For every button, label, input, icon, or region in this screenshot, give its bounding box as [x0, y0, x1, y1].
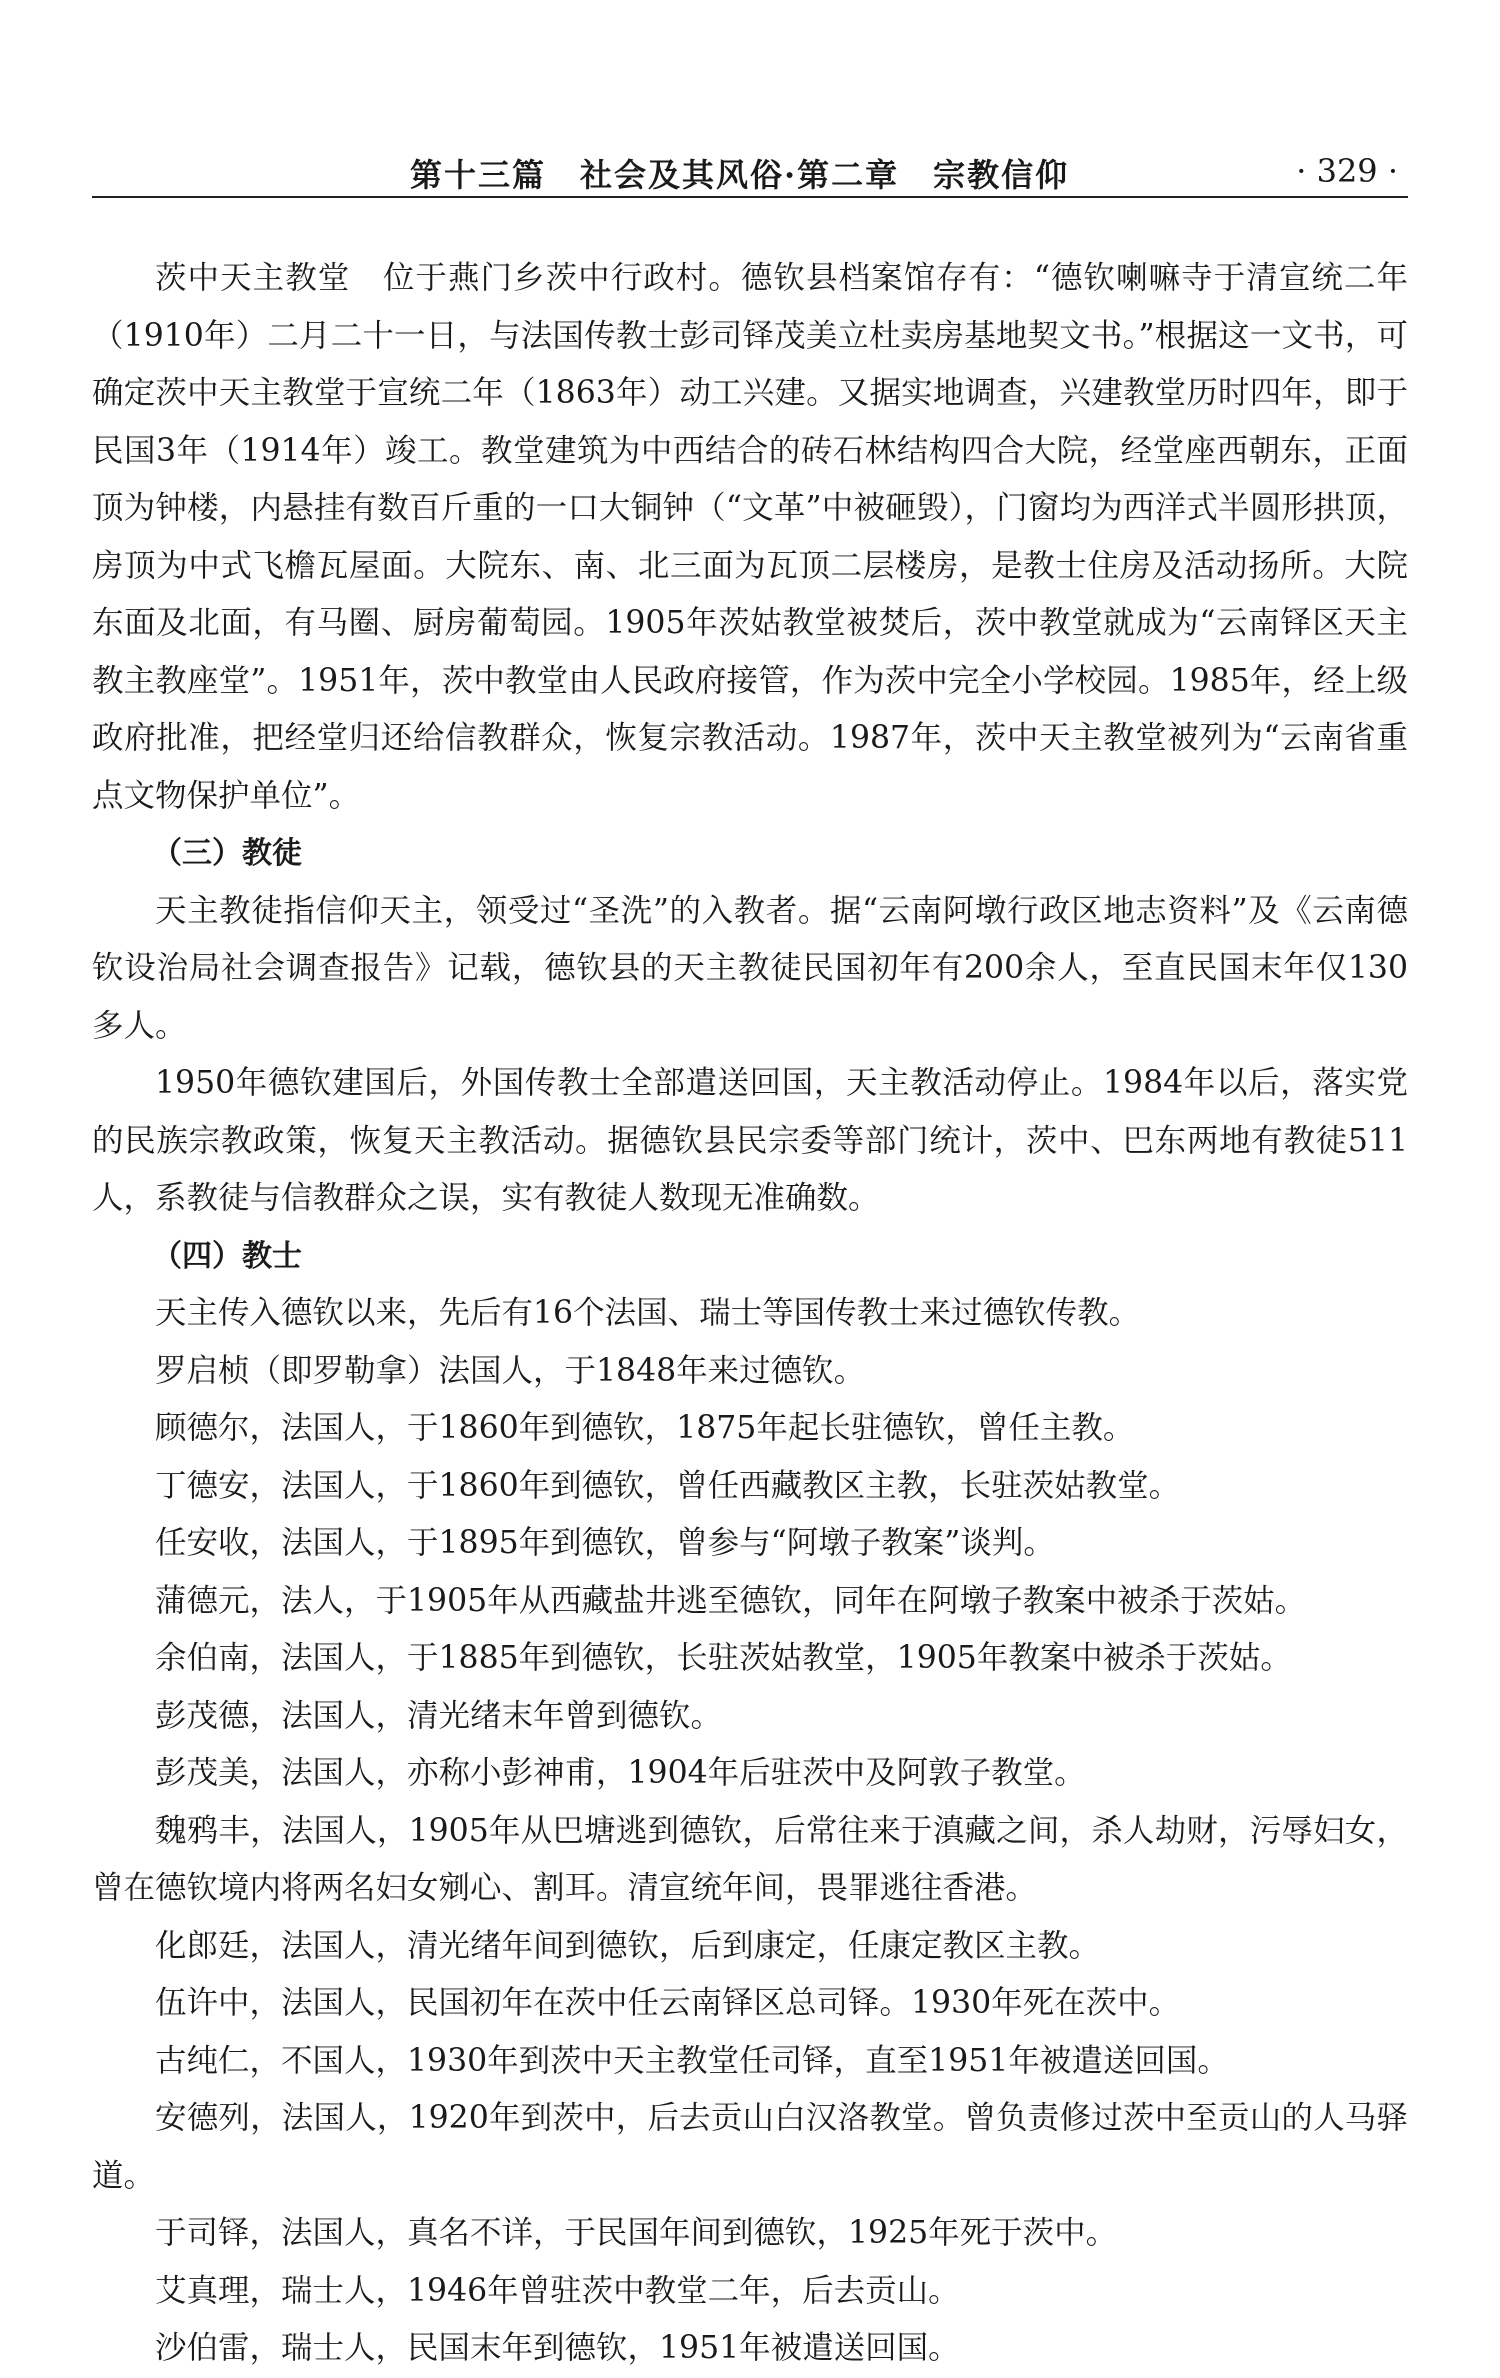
missionary-entry: 魏鸦丰，法国人，1905年从巴塘逃到德钦，后常往来于滇藏之间，杀人劫财，污辱妇女，曾在德钦境内将两名妇女剜心、割耳。清宣统年间，畏罪逃往香港。	[92, 1812, 1408, 1906]
missionary-entry: 余伯南，法国人，于1885年到德钦，长驻茨姑教堂，1905年教案中被杀于茨姑。	[155, 1640, 1292, 1676]
missionary-entry: 化郎廷，法国人，清光绪年间到德钦，后到康定，任康定教区主教。	[155, 1927, 1101, 1964]
page-number: · 329 ·	[1296, 152, 1398, 190]
paragraph: 天主教徒指信仰天主，领受过“圣洗”的入教者。据“云南阿墩行政区地志资料”及《云南德钦设治局社会调查报告》记载，德钦县的天主教徒民国初年有200余人，至直民国末年仅130多人。	[92, 892, 1408, 1044]
chapter-title: 第十三篇 社会及其风俗·第二章 宗教信仰	[410, 156, 1070, 194]
entry-title: 茨中天主教堂	[155, 260, 351, 296]
missionary-entry: 古纯仁，不国人，1930年到茨中天主教堂任司铎，直至1951年被遣送回国。	[155, 2042, 1229, 2079]
running-header	[92, 150, 1408, 198]
paragraph: 1950年德钦建国后，外国传教士全部遣送回国，天主教活动停止。1984年以后，落实党的民族宗教政策，恢复天主教活动。据德钦县民宗委等部门统计，茨中、巴东两地有教徒511人，系教徒与信教群众之误，实有教徒人数现无准确数。	[92, 1065, 1408, 1216]
section-heading: （四）教士	[152, 1238, 302, 1274]
missionary-entry: 顾德尔，法国人，于1860年到德钦，1875年起长驻德钦，曾任主教。	[155, 1410, 1135, 1446]
missionary-entry: 彭茂美，法国人，亦称小彭神甫，1904年后驻茨中及阿敦子教堂。	[155, 1755, 1086, 1791]
missionary-entry: 艾真理，瑞士人，1946年曾驻茨中教堂二年，后去贡山。	[155, 2272, 960, 2309]
entry-text: 位于燕门乡茨中行政村。德钦县档案馆存有：“德钦喇嘛寺于清宣统二年（1910年）二月二十一日，与法国传教士彭司铎茂美立杜卖房基地契文书。”根据这一文书，可确定茨中天主教堂于宣统二年（1863年）动工兴建。又据实地调查，兴建教堂历时四年，即于民国3年（1914年）竣工。教堂建筑为中西结合的砖石林结构四合大院，经堂座西朝东，正面顶为钟楼，内悬挂有数百斤重的一口大铜钟（“文革”中被砸毁），门窗均为西洋式半圆形拱顶，房顶为中式飞檐瓦屋面。大院东、南、北三面为瓦顶二层楼房，是教士住房及活动扬所。大院东面及北面，有马圈、厨房葡萄园。1905年茨姑教堂被焚后，茨中教堂就成为“云南铎区天主教主教座堂”。1951年，茨中教堂由人民政府接管，作为茨中完全小学校园。1985年，经上级政府批准，把经堂归还给信教群众，恢复宗教活动。1987年，茨中天主教堂被列为“云南省重点文物保护单位”。	[92, 260, 1408, 814]
missionary-entry: 天主传入德钦以来，先后有16个法国、瑞士等国传教士来过德钦传教。	[155, 1295, 1141, 1331]
body-text	[92, 250, 1408, 2378]
missionary-entry: 任安收，法国人，于1895年到德钦，曾参与“阿墩子教案”谈判。	[155, 1525, 1055, 1561]
missionary-entry: 伍许中，法国人，民国初年在茨中任云南铎区总司铎。1930年死在茨中。	[155, 1985, 1181, 2021]
missionary-entry: 安德列，法国人，1920年到茨中，后去贡山白汉洛教堂。曾负责修过茨中至贡山的人马驿道。	[92, 2100, 1408, 2194]
missionary-entry: 丁德安，法国人，于1860年到德钦，曾任西藏教区主教，长驻茨姑教堂。	[155, 1467, 1181, 1504]
missionary-entry: 罗启桢（即罗勒拿）法国人，于1848年来过德钦。	[155, 1352, 866, 1389]
paragraph	[92, 250, 1408, 825]
missionary-entry: 彭茂德，法国人，清光绪末年曾到德钦。	[155, 1697, 723, 1734]
missionary-entry: 沙伯雷，瑞士人，民国末年到德钦，1951年被遣送回国。	[155, 2330, 960, 2366]
section-heading: （三）教徒	[152, 836, 302, 871]
missionary-entry: 蒲德元，法人，于1905年从西藏盐井逃至德钦，同年在阿墩子教案中被杀于茨姑。	[155, 1582, 1307, 1619]
missionary-entry: 于司铎，法国人，真名不详，于民国年间到德钦，1925年死于茨中。	[155, 2215, 1118, 2251]
